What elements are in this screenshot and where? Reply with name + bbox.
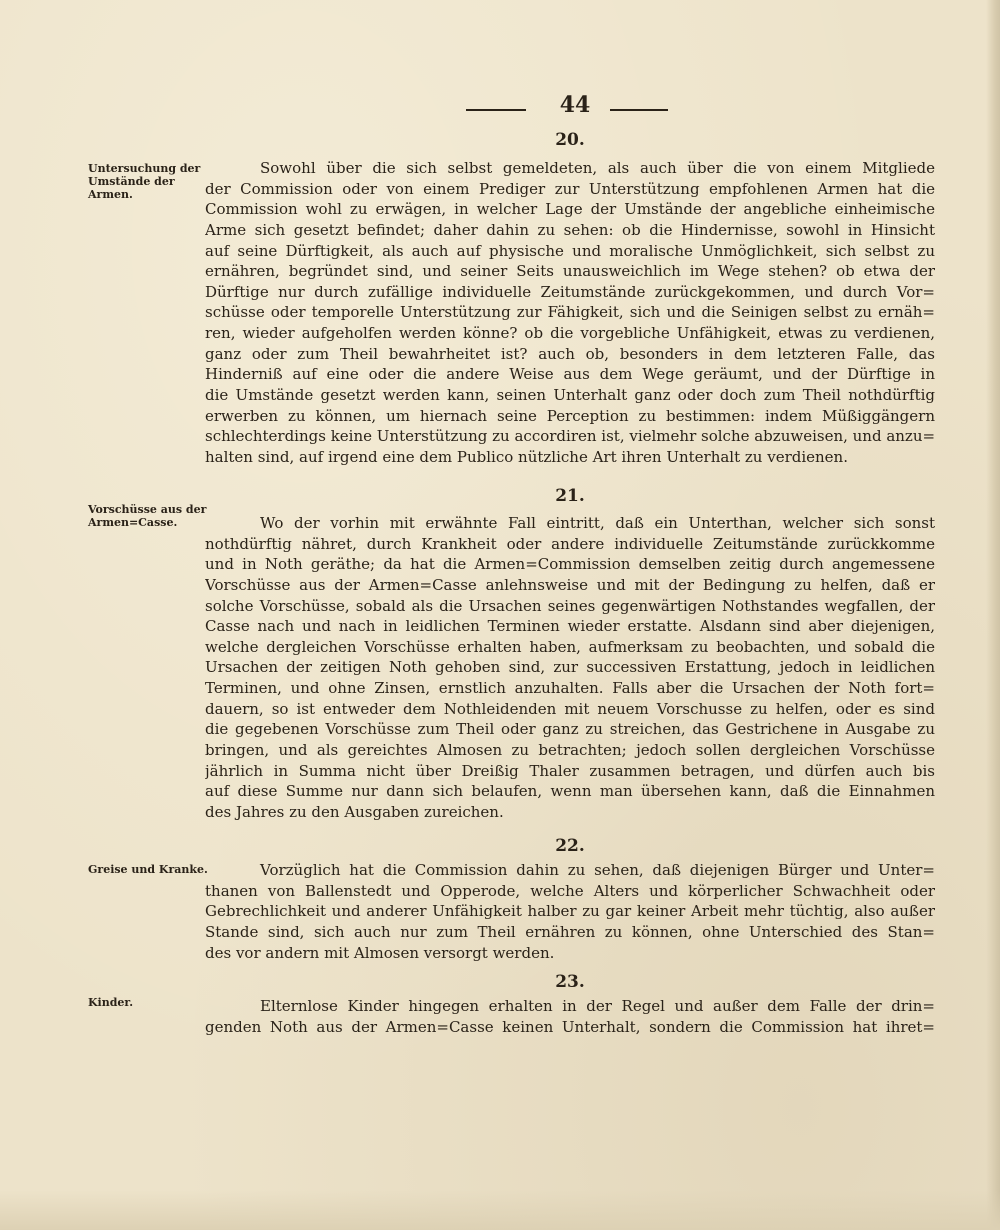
text-line: und in Noth geräthe; da hat die Armen=Commission demselben zeitig durch angemessene [205, 555, 935, 574]
text-line: genden Noth aus der Armen=Casse keinen Unterhalt, sondern die Commission hat ihret= [205, 1017, 935, 1036]
text-line: ren, wieder aufgeholfen werden könne? ob die vorgebliche Unfähigkeit, etwas zu verdienen, [205, 324, 935, 343]
text-line: erwerben zu können, um hiernach seine Perception zu bestimmen: indem Müßiggängern [205, 406, 935, 425]
section-20-text [205, 158, 935, 468]
section-number-21: 21. [555, 486, 585, 506]
header-rule-left [466, 109, 526, 111]
text-line: Terminen, und ohne Zinsen, ernstlich anzuhalten. Falls aber die Ursachen der Noth fort= [205, 679, 935, 698]
text-line: Vorschüsse aus der Armen=Casse anlehnsweise und mit der Bedingung zu helfen, daß er [205, 575, 935, 594]
text-line: auf seine Dürftigkeit, als auch auf physische und moralische Unmöglichkeit, sich selbst zu [205, 241, 935, 260]
text-line: schüsse oder temporelle Unterstützung zur Fähigkeit, sich und die Seinigen selbst zu ernäh= [205, 303, 935, 322]
text-line: Wo der vorhin mit erwähnte Fall eintritt, daß ein Unterthan, welcher sich sonst [260, 514, 935, 532]
text-line: Casse nach und nach in leidlichen Terminen wieder erstatte. Alsdann sind aber diejenigen, [205, 617, 935, 636]
text-line: bringen, und als gereichtes Almosen zu betrachten; jedoch sollen dergleichen Vorschüsse [205, 741, 935, 760]
text-line: ganz oder zum Theil bewahrheitet ist? auch ob, besonders in dem letzteren Falle, das [205, 344, 935, 363]
text-line: schlechterdings keine Unterstützung zu accordiren ist, vielmehr solche abzuweisen, und anzu= [205, 427, 935, 446]
section-number-23: 23. [555, 972, 585, 992]
text-line: halten sind, auf irgend eine dem Publico nützliche Art ihren Unterhalt zu verdienen. [205, 447, 848, 466]
text-line: der Commission oder von einem Prediger zur Unterstützung empfohlenen Armen hat die [205, 179, 935, 198]
text-line: die Umstände gesetzt werden kann, seinen Unterhalt ganz oder doch zum Theil nothdürftig [205, 386, 935, 405]
text-line: welche dergleichen Vorschüsse erhalten haben, aufmerksam zu beobachten, und sobald die [205, 637, 935, 656]
text-line: Arme sich gesetzt befindet; daher dahin zu sehen: ob die Hindernisse, sowohl in Hinsicht [205, 220, 935, 239]
margin-note-23: Kinder. [88, 996, 134, 1009]
page-header [460, 92, 660, 128]
text-line: solche Vorschüsse, sobald als die Ursachen seines gegenwärtigen Nothstandes wegfallen, der [205, 596, 935, 615]
text-line: Vorzüglich hat die Commission dahin zu sehen, daß diejenigen Bürger und Unter= [260, 861, 935, 879]
section-23-text [205, 996, 935, 1037]
text-line: Commission wohl zu erwägen, in welcher Lage der Umstände der angebliche einheimische [205, 200, 935, 219]
text-line: dauern, so ist entweder dem Nothleidenden mit neuem Vorschusse zu helfen, oder es sind [205, 699, 935, 718]
text-line: thanen von Ballenstedt und Opperode, welche Alters und körperlicher Schwachheit oder [205, 881, 935, 900]
text-line: ernähren, begründet sind, und seiner Seits unausweichlich im Wege stehen? ob etwa der [205, 262, 935, 281]
margin-note-21: Vorschüsse aus der Armen=Casse. [88, 503, 207, 529]
page-number: 44 [559, 92, 591, 118]
section-number-20: 20. [555, 130, 585, 150]
text-line: auf diese Summe nur dann sich belaufen, wenn man übersehen kann, daß die Einnahmen [205, 782, 935, 801]
text-line: die gegebenen Vorschüsse zum Theil oder ganz zu streichen, das Gestrichene in Ausgabe zu [205, 720, 935, 739]
section-21-text [205, 513, 935, 823]
text-line: Sowohl über die sich selbst gemeldeten, als auch über die von einem Mitgliede [260, 159, 935, 177]
text-line: Ursachen der zeitigen Noth gehoben sind, zur successiven Erstattung, jedoch in leidlichen [205, 658, 935, 677]
text-line: Stande sind, sich auch nur zum Theil ernähren zu können, ohne Unterschied des Stan= [205, 922, 935, 941]
text-line: des vor andern mit Almosen versorgt werden. [205, 943, 555, 962]
section-22-text [205, 860, 935, 963]
text-line: Hinderniß auf eine oder die andere Weise aus dem Wege geräumt, und der Dürftige in [205, 365, 935, 384]
margin-note-20: Untersuchung der Umstände der Armen. [88, 162, 201, 201]
text-line: nothdürftig nähret, durch Krankheit oder andere individuelle Zeitumstände zurückkomme [205, 534, 935, 553]
text-line: Gebrechlichkeit und anderer Unfähigkeit halber zu gar keiner Arbeit mehr tüchtig, also außer [205, 902, 935, 921]
page-bottom-shadow [0, 1190, 1000, 1230]
margin-note-22: Greise und Kranke. [88, 863, 208, 876]
page-edge-shadow [986, 0, 1000, 1230]
text-line: jährlich in Summa nicht über Dreißig Thaler zusammen betragen, und dürfen auch bis [205, 761, 935, 780]
text-line: Elternlose Kinder hingegen erhalten in der Regel und außer dem Falle der drin= [260, 997, 935, 1015]
text-line: Dürftige nur durch zufällige individuelle Zeitumstände zurückgekommen, und durch Vor= [205, 282, 935, 301]
section-number-22: 22. [555, 836, 585, 856]
header-rule-right [610, 109, 668, 111]
text-line: des Jahres zu den Ausgaben zureichen. [205, 802, 504, 821]
